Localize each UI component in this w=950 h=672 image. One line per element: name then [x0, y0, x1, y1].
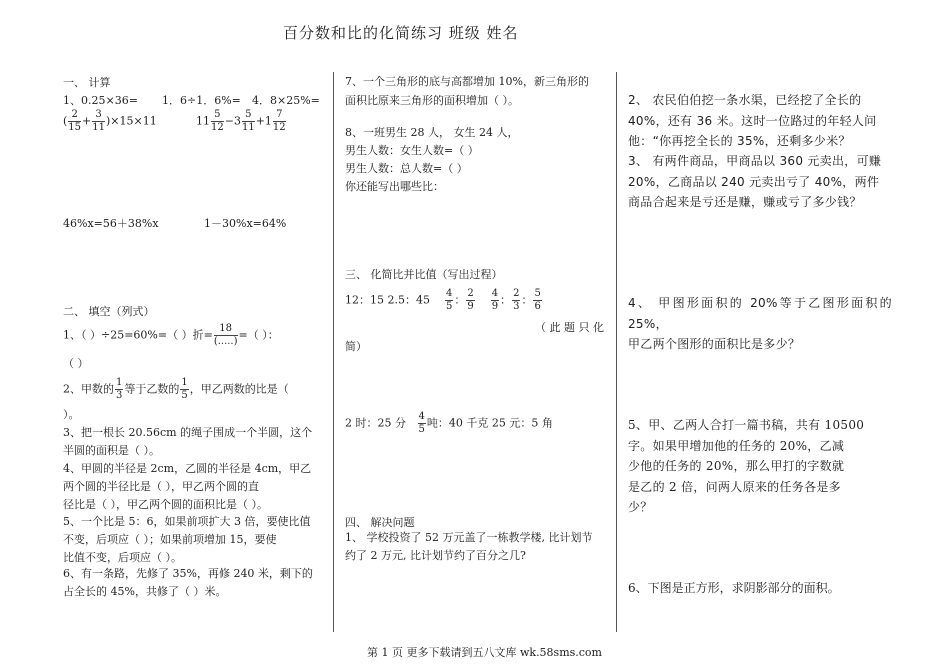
fraction: $\frac{7}{12}$ [272, 109, 286, 133]
question-text: =（ ）： [238, 328, 279, 342]
fill-question-1 [63, 324, 279, 347]
question-line: 不变，后项应（ ）；如果前项增加 15，要使 [63, 533, 277, 546]
section-ratio-title: 三、 化简比并比值（写出过程） [345, 268, 503, 281]
ratio-colon: ： [500, 293, 512, 307]
calc-item-a: 1、0.25×36= [63, 94, 138, 107]
question-line: 3、把一根长 20.56cm 的绳子围成一个半圆，这个 [63, 426, 313, 439]
question-line: 少他的任务的 20%，那么甲打的字数就 [628, 459, 845, 473]
fraction: $\frac{4}{5}$ [418, 411, 425, 435]
question-line: 7、一个三角形的底与高都增加 10%，新三角形的 [345, 75, 589, 88]
question-line: 商品合起来是亏还是赚，赚或亏了多少钱？ [628, 195, 862, 209]
column-divider-1 [333, 72, 334, 632]
question-line: 6、有一条路，先修了 35%，再修 240 米，剩下的 [63, 567, 313, 580]
fraction: $\frac{4}{9}$ [491, 288, 499, 312]
solve-problem-2 [628, 90, 892, 152]
solve-problem-6: 6、下图是正方形，求阴影部分的面积。 [628, 581, 840, 595]
question-line: 男生人数：总人数=（ ） [345, 162, 468, 175]
question-text: 等于乙数的 [124, 382, 180, 396]
page-footer: 第 1 页 更多下载请到五八文库 wk.58sms.com [367, 646, 602, 659]
question-line: 2、 农民伯伯挖一条水渠，已经挖了全长的 [628, 93, 862, 107]
calc-item-c: 4．8×25%= [252, 94, 320, 107]
ratio-text: 12：15 2.5：45 [345, 293, 430, 307]
equation-2: 1－30%x=64% [204, 217, 287, 230]
fraction: $\frac{2}{9}$ [467, 288, 474, 312]
fraction: $\frac{5}{12}$ [211, 109, 224, 133]
question-line: 是乙的 2 倍，问两人原来的任务各是多 [628, 479, 841, 494]
question-line: 4、 甲图形面积的 20%等于乙图形面积的 25%， [628, 296, 892, 331]
question-line: 半圆的面积是（ ）。 [63, 444, 160, 457]
fraction: $\frac{2}{15}$ [68, 109, 82, 133]
expr-text: ( [63, 114, 68, 128]
question-line: 5、甲、乙两人合打一篇书稿，共有 10500 [628, 418, 865, 432]
fill-question-2-cont: ）。 [63, 408, 80, 421]
question-line: 两个圆的半径比是（ ），甲乙两个圆的直 [63, 480, 259, 493]
question-line: 少？ [628, 500, 653, 514]
question-text: 2、甲数的 [63, 382, 114, 396]
question-line: 你还能写出哪些比： [345, 180, 444, 193]
fraction: $\frac{18}{(.....)}$ [213, 323, 238, 347]
section-solve-title: 四、 解决问题 [345, 516, 415, 529]
question-line: 20%，乙商品以 240 元卖出亏了 40%，两件 [628, 174, 880, 189]
fraction: $\frac{5}{11}$ [241, 109, 255, 133]
ratio-row-2 [345, 412, 553, 435]
expr-text: 11 [196, 114, 210, 128]
expr-text: +1 [255, 114, 272, 128]
ratio-text: 2 时：25 分 [345, 416, 406, 430]
question-line: 面积比原来三角形的面积增加（ ）。 [345, 94, 519, 107]
expr-text: −3 [224, 114, 241, 128]
fraction: $\frac{2}{3}$ [513, 288, 520, 312]
question-line: 约了 2 万元, 比计划节约了百分之几? [345, 549, 526, 562]
fraction: $\frac{1}{3}$ [116, 377, 123, 401]
fill-question-4 [63, 460, 311, 514]
question-line: 4、甲圆的半径是 2cm，乙圆的半径是 4cm，甲乙 [63, 462, 312, 475]
solve-problem-3 [628, 151, 892, 213]
question-text: ，甲乙两数的比是（ [189, 382, 289, 396]
question-line: 8、一班男生 28 人， 女生 24 人， [345, 126, 519, 139]
fraction: $\frac{5}{6}$ [534, 288, 541, 312]
question-line: 男生人数：女生人数=（ ） [345, 144, 479, 157]
page-title: 百分数和比的化简练习 班级 姓名 [283, 24, 519, 42]
fraction: $\frac{3}{11}$ [92, 109, 105, 133]
question-line: 径比是（ ），甲乙两个圆的面积比是（ ）。 [63, 498, 268, 511]
ratio-colon: ： [454, 293, 466, 307]
fill-question-5 [63, 513, 310, 567]
question-line: 3、 有两件商品，甲商品以 360 元卖出，可赚 [628, 154, 882, 168]
section-calc-title: 一、 计算 [63, 76, 111, 89]
question-line: 1、 学校投资了 52 万元盖了一栋教学楼, 比计划节 [345, 531, 593, 544]
solve-problem-1 [345, 529, 592, 565]
calc-expression-2 [196, 110, 287, 133]
fraction: $\frac{4}{5}$ [445, 288, 453, 312]
column-divider-2 [616, 72, 617, 632]
solve-problem-5 [628, 415, 892, 518]
ratio-note: （ 此 题 只 化 [535, 321, 604, 334]
question-line: 字。如果甲增加他的任务的 20%，乙减 [628, 438, 845, 453]
question-line: 40%，还有 36 米。这时一位路过的年轻人问 [628, 113, 877, 128]
fill-question-8 [345, 124, 518, 196]
solve-problem-4 [628, 293, 892, 355]
calc-expression-1 [63, 110, 157, 133]
ratio-note-cont: 简） [345, 340, 367, 353]
expr-text: + [82, 114, 92, 128]
section-fill-title: 二、 填空（列式） [63, 305, 155, 318]
expr-text: )×15×11 [105, 114, 157, 128]
fill-question-1-cont: （ ） [63, 357, 89, 370]
equation-1: 46%x=56＋38%x [63, 217, 159, 230]
fill-question-2 [63, 378, 289, 401]
ratio-colon: ： [521, 293, 533, 307]
question-line: 甲乙两个图形的面积比是多少？ [628, 337, 801, 351]
question-text: 1、（ ）÷25=60%=（ ）折= [63, 328, 213, 342]
question-line: 占全长的 45%，共修了（ ）米。 [63, 585, 227, 598]
calc-item-b: 1．6÷1．6%= [162, 94, 241, 107]
ratio-row-1 [345, 289, 543, 312]
fraction: $\frac{1}{5}$ [181, 377, 188, 401]
fill-question-7 [345, 72, 589, 110]
question-line: 他：“你再挖全长的 35%，还剩多少米？ [628, 134, 851, 148]
fill-question-6 [63, 565, 313, 601]
question-line: 比值不变，后项应（ ）。 [63, 551, 182, 564]
question-line: 5、一个比是 5：6，如果前项扩大 3 倍，要使比值 [63, 515, 311, 528]
fill-question-3 [63, 424, 312, 460]
ratio-text: 吨：40 千克 25 元：5 角 [426, 416, 553, 430]
